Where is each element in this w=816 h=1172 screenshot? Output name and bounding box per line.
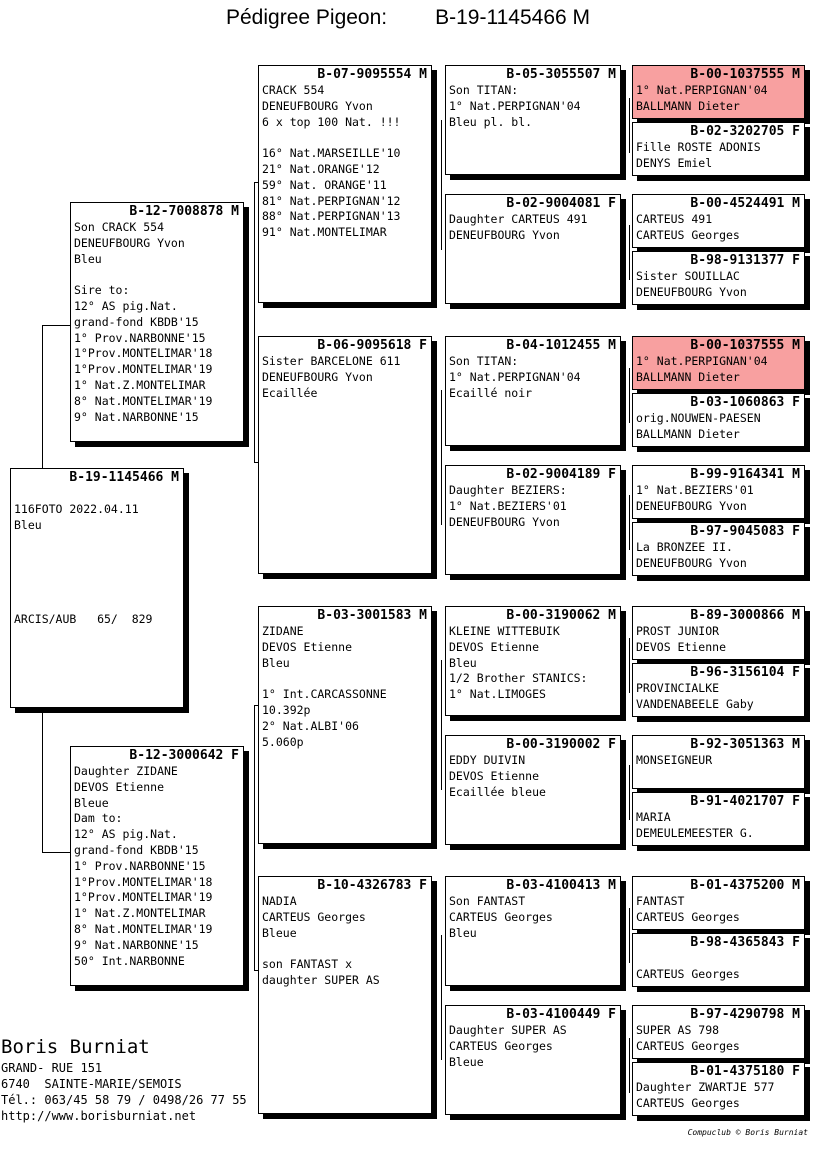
pigeon-card-gggp[interactable]: [632, 1005, 805, 1059]
card-details: Daughter ZIDANE DEVOS Etienne Bleue Dam to: 12° AS pig.Nat. grand-fond KBDB'15 1° Prov.NARBONNE'15 1°Prov.MONTELIMAR'18 1°Prov.MONTELIMAR'19 1° Nat.Z.MONTELIMAR 8° Nat.MONTELIMAR'19 9° Nat.NARBONNE'15 50° Int.NARBONNE: [74, 764, 213, 968]
copyright-notice: Compuclub © Boris Burniat: [687, 1128, 808, 1137]
pigeon-card-ggp[interactable]: [445, 606, 621, 716]
breeder-phone: Tél.: 063/45 58 79 / 0498/26 77 55: [1, 1093, 247, 1107]
card-details: Daughter SUPER AS CARTEUS Georges Bleue: [449, 1023, 567, 1069]
connector-line: [441, 120, 442, 250]
card-details: Son TITAN: 1° Nat.PERPIGNAN'04 Ecaillé noir: [449, 354, 581, 400]
connector-line: [42, 325, 43, 469]
ring-number: B-00-1037555 M: [690, 67, 800, 82]
ring-number: B-01-4375180 F: [690, 1064, 800, 1079]
ring-number: B-00-4524491 M: [690, 196, 800, 211]
pigeon-card-gp[interactable]: [258, 876, 432, 1114]
card-details: 1° Nat.BEZIERS'01 DENEUFBOURG Yvon: [636, 483, 754, 513]
pigeon-card-dam[interactable]: [70, 746, 244, 986]
card-details: MARIA DEMEULEMEESTER G.: [636, 810, 754, 840]
ring-number: B-91-4021707 F: [690, 794, 800, 809]
card-details: CRACK 554 DENEUFBOURG Yvon 6 x top 100 Nat. !!! 16° Nat.MARSEILLE'10 21° Nat.ORANGE'12 59° Nat. ORANGE'11 81° Nat.PERPIGNAN'12 88° Nat.PERPIGNAN'13 91° Nat.MONTELIMAR: [262, 83, 401, 240]
card-details: SUPER AS 798 CARTEUS Georges: [636, 1023, 740, 1053]
ring-number: B-99-9164341 M: [690, 467, 800, 482]
card-details: La BRONZEE II. DENEUFBOURG Yvon: [636, 540, 747, 570]
card-details: KLEINE WITTEBUIK DEVOS Etienne Bleu 1/2 Brother STANICS: 1° Nat.LIMOGES: [449, 624, 588, 702]
card-details: NADIA CARTEUS Georges Bleue son FANTAST x daughter SUPER AS: [262, 894, 380, 987]
ring-number: B-98-4365843 F: [690, 935, 800, 950]
connector-line: [254, 182, 255, 462]
connector-line: [42, 852, 70, 853]
pigeon-card-gggp[interactable]: [632, 663, 805, 717]
pigeon-card-subject[interactable]: [10, 468, 184, 708]
connector-line: [629, 908, 630, 963]
connector-line: [629, 98, 630, 153]
card-details: ZIDANE DEVOS Etienne Bleu 1° Int.CARCASSONNE 10.392p 2° Nat.ALBI'06 5.060p: [262, 624, 387, 749]
connector-line: [629, 495, 630, 550]
ring-number: B-00-3190002 F: [506, 737, 616, 752]
card-details: CARTEUS 491 CARTEUS Georges: [636, 212, 740, 242]
pigeon-card-gggp[interactable]: [632, 735, 805, 789]
connector-line: [441, 935, 442, 1060]
title-ring: B-19-1145466 M: [435, 6, 590, 29]
pigeon-card-gggp[interactable]: [632, 933, 805, 987]
card-details: 1° Nat.PERPIGNAN'04 BALLMANN Dieter: [636, 83, 768, 113]
card-details: Daughter BEZIERS: 1° Nat.BEZIERS'01 DENEUFBOURG Yvon: [449, 483, 567, 529]
card-details: Sister SOUILLAC DENEUFBOURG Yvon: [636, 269, 747, 299]
connector-line: [254, 705, 255, 970]
pigeon-card-sire[interactable]: [70, 202, 244, 442]
ring-number: B-07-9095554 M: [317, 67, 427, 82]
connector-line: [629, 765, 630, 820]
connector-line: [441, 390, 442, 525]
connector-line: [441, 660, 442, 790]
pigeon-card-ggp[interactable]: [445, 735, 621, 845]
ring-number: B-03-1060863 F: [690, 395, 800, 410]
pigeon-card-ggp[interactable]: [445, 876, 621, 986]
pigeon-card-gggp[interactable]: [632, 336, 805, 390]
pigeon-card-gp[interactable]: [258, 336, 432, 574]
pigeon-card-gggp[interactable]: [632, 522, 805, 576]
ring-number: B-02-3202705 F: [690, 124, 800, 139]
card-details: orig.NOUWEN-PAESEN BALLMANN Dieter: [636, 411, 761, 441]
card-details: Fille ROSTE ADONIS DENYS Emiel: [636, 140, 761, 170]
ring-number: B-97-9045083 F: [690, 524, 800, 539]
pigeon-card-gggp[interactable]: [632, 876, 805, 930]
connector-line: [42, 708, 43, 853]
ring-number: B-05-3055507 M: [506, 67, 616, 82]
ring-number: B-12-3000642 F: [129, 748, 239, 763]
card-details: 1° Nat.PERPIGNAN'04 BALLMANN Dieter: [636, 354, 768, 384]
connector-line: [629, 1038, 630, 1093]
pigeon-card-gggp[interactable]: [632, 393, 805, 447]
connector-line: [629, 368, 630, 423]
ring-number: B-04-1012455 M: [506, 338, 616, 353]
card-details: 116FOTO 2022.04.11 Bleu ARCIS/AUB 65/ 829: [14, 501, 153, 627]
ring-number: B-06-9095618 F: [317, 338, 427, 353]
ring-number: B-03-3001583 M: [317, 608, 427, 623]
card-details: Son CRACK 554 DENEUFBOURG Yvon Bleu Sire to: 12° AS pig.Nat. grand-fond KBDB'15 1° Prov.NARBONNE'15 1°Prov.MONTELIMAR'18 1°Prov.MONTELIMAR'19 1° Nat.Z.MONTELIMAR 8° Nat.MONTELIMAR'19 9° Nat.NARBONNE'15: [74, 220, 213, 424]
card-details: MONSEIGNEUR: [636, 753, 713, 767]
pigeon-card-gggp[interactable]: [632, 122, 805, 176]
page-title: [0, 6, 816, 30]
pigeon-card-gggp[interactable]: [632, 465, 805, 519]
connector-line: [629, 638, 630, 693]
ring-number: B-97-4290798 M: [690, 1007, 800, 1022]
ring-number: B-12-7008878 M: [129, 204, 239, 219]
ring-number: B-02-9004081 F: [506, 196, 616, 211]
pigeon-card-gggp[interactable]: [632, 1062, 805, 1116]
pigeon-card-gggp[interactable]: [632, 606, 805, 660]
connector-line: [629, 225, 630, 280]
ring-number: B-00-3190062 M: [506, 608, 616, 623]
card-details: Sister BARCELONE 611 DENEUFBOURG Yvon Ecaillée: [262, 354, 401, 400]
card-details: Daughter ZWARTJE 577 CARTEUS Georges: [636, 1080, 775, 1110]
ring-number: B-03-4100449 F: [506, 1007, 616, 1022]
title-label: Pédigree Pigeon:: [226, 6, 388, 29]
card-details: Son FANTAST CARTEUS Georges Bleu: [449, 894, 553, 940]
ring-number: B-92-3051363 M: [690, 737, 800, 752]
card-details: EDDY DUIVIN DEVOS Etienne Ecaillée bleue: [449, 753, 546, 799]
pigeon-card-gggp[interactable]: [632, 251, 805, 305]
breeder-address-street: GRAND- RUE 151: [1, 1061, 103, 1075]
pigeon-card-ggp[interactable]: [445, 194, 621, 304]
connector-line: [42, 325, 70, 326]
card-details: PROVINCIALKE VANDENABEELE Gaby: [636, 681, 754, 711]
pigeon-card-ggp[interactable]: [445, 1005, 621, 1115]
ring-number: B-89-3000866 M: [690, 608, 800, 623]
breeder-address-city: 6740 SAINTE-MARIE/SEMOIS: [1, 1077, 182, 1091]
pigeon-card-ggp[interactable]: [445, 65, 621, 175]
ring-number: B-10-4326783 F: [317, 878, 427, 893]
ring-number: B-96-3156104 F: [690, 665, 800, 680]
pigeon-card-gggp[interactable]: [632, 792, 805, 846]
card-details: CARTEUS Georges: [636, 966, 740, 981]
pigeon-card-gp[interactable]: [258, 65, 432, 303]
card-details: Daughter CARTEUS 491 DENEUFBOURG Yvon: [449, 212, 588, 242]
card-details: FANTAST CARTEUS Georges: [636, 894, 740, 924]
ring-number: B-98-9131377 F: [690, 253, 800, 268]
pigeon-card-ggp[interactable]: [445, 336, 621, 446]
pigeon-card-gggp[interactable]: [632, 65, 805, 119]
ring-number: B-00-1037555 M: [690, 338, 800, 353]
ring-number: B-19-1145466 M: [69, 470, 179, 485]
card-details: PROST JUNIOR DEVOS Etienne: [636, 624, 727, 654]
pigeon-card-gggp[interactable]: [632, 194, 805, 248]
breeder-website-link[interactable]: http://www.borisburniat.net: [1, 1109, 197, 1123]
pigeon-card-ggp[interactable]: [445, 465, 621, 575]
card-details: Son TITAN: 1° Nat.PERPIGNAN'04 Bleu pl. bl.: [449, 83, 581, 129]
ring-number: B-02-9004189 F: [506, 467, 616, 482]
ring-number: B-03-4100413 M: [506, 878, 616, 893]
breeder-name: Boris Burniat: [1, 1036, 150, 1058]
ring-number: B-01-4375200 M: [690, 878, 800, 893]
pigeon-card-gp[interactable]: [258, 606, 432, 844]
